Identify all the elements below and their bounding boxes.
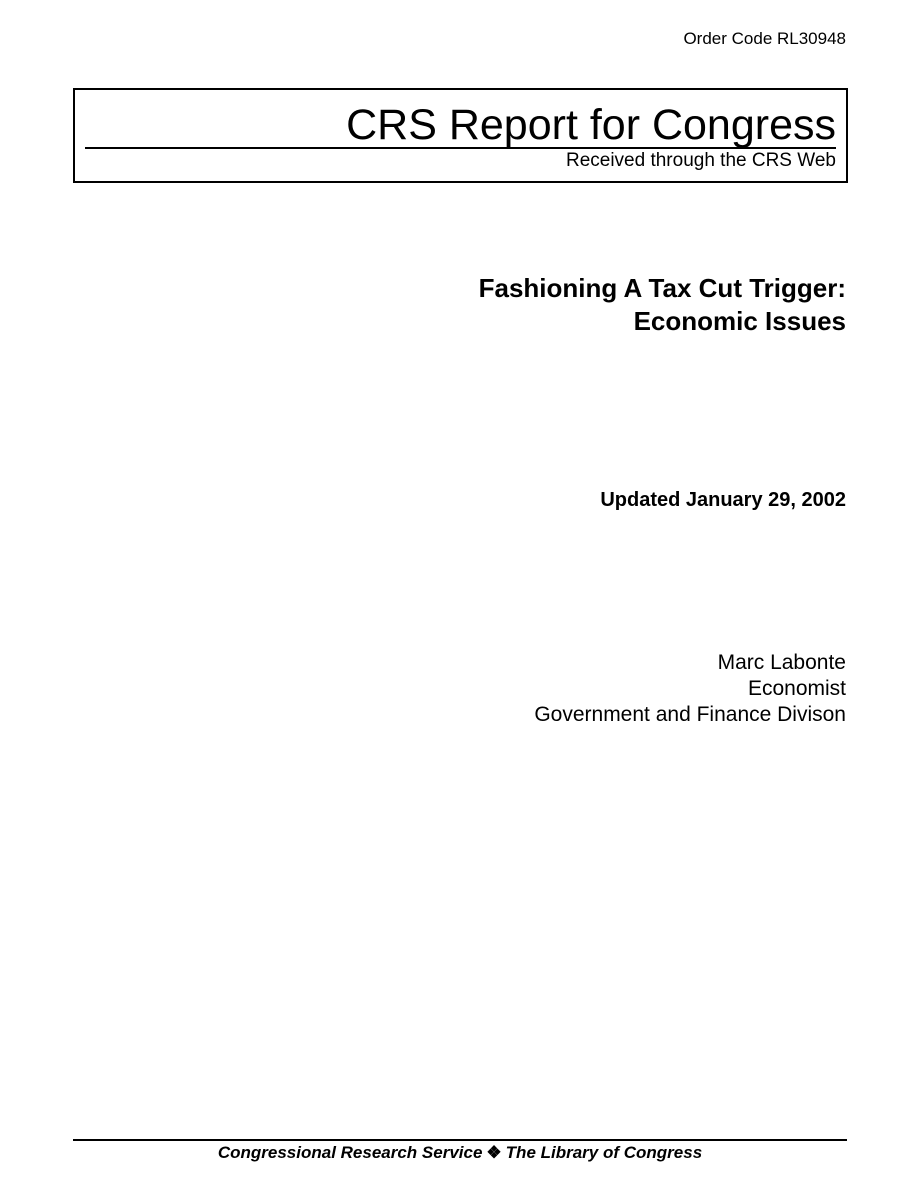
order-code: Order Code RL30948 [683,29,846,48]
footer-divider [73,1139,847,1141]
footer-library: The Library of Congress [505,1143,703,1162]
header-divider [85,147,836,149]
report-title-line2: Economic Issues [633,306,846,336]
author-division: Government and Finance Divison [534,703,846,726]
author-name: Marc Labonte [717,651,846,674]
header-subtitle: Received through the CRS Web [565,150,836,171]
report-header-box [73,88,848,183]
updated-date: Updated January 29, 2002 [600,489,846,511]
report-title-line1: Fashioning A Tax Cut Trigger: [478,273,846,303]
diamond-separator-icon: ❖ [486,1143,502,1162]
footer-organization: Congressional Research Service [217,1143,483,1162]
header-title: CRS Report for Congress [346,101,836,149]
report-title [479,272,846,338]
footer [73,1143,847,1163]
author-position: Economist [747,677,846,700]
author-block [534,650,846,728]
